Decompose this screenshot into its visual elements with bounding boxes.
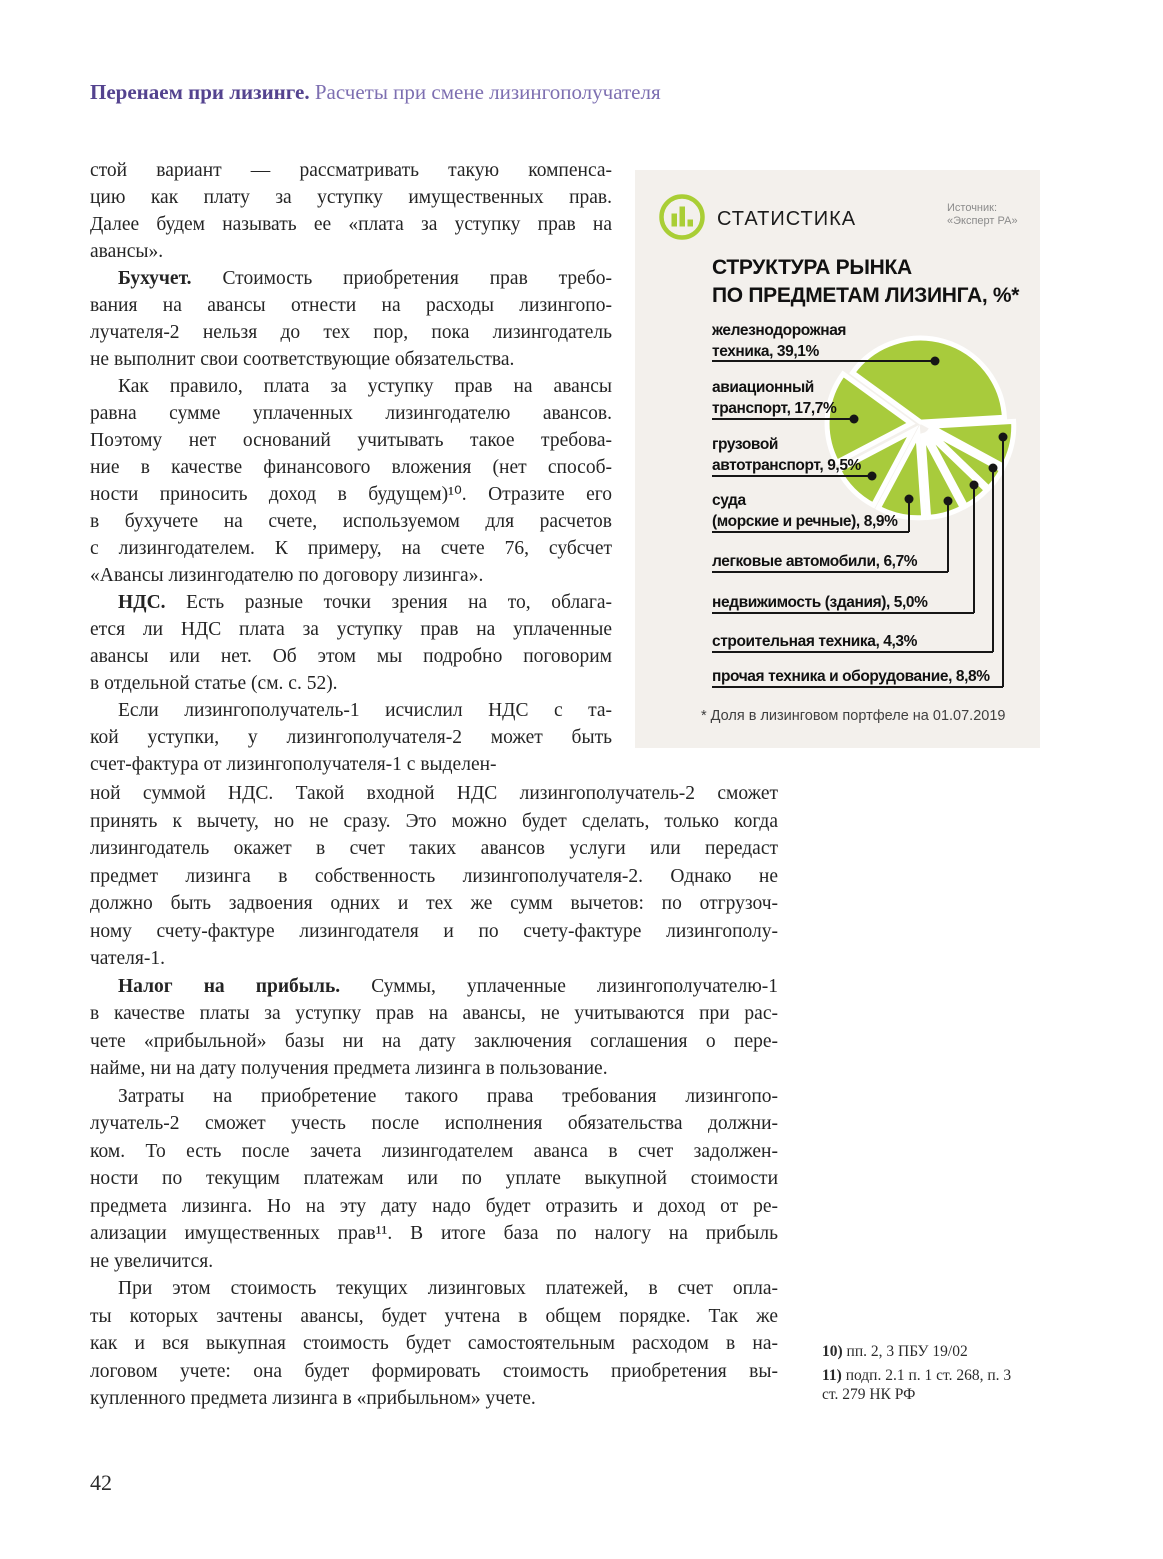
callout-dot-5 [970,481,979,490]
pie-label-7: прочая техника и оборудование, 8,8% [712,668,990,685]
page-number: 42 [90,1470,112,1495]
text-line: как и вся выкупная стоимость будет самостоятельным расходом в на- [90,1333,778,1354]
text-line: не увеличится. [90,1250,214,1272]
text-line: не выполнит свои соответствующие обязательства. [90,349,515,370]
text-line: Затраты на приобретение такого права требования лизингопо- [118,1085,778,1107]
text-line: ности приносить доход в будущем)¹⁰. Отразите его [90,484,612,505]
pie-label-5: недвижимость (здания), 5,0% [712,594,928,611]
pie-label-2: грузовой [712,436,779,453]
article-wide-column [90,780,778,1413]
pie-label-3: суда [712,492,746,509]
chart-title: СТРУКТУРА РЫНКА ПО ПРЕДМЕТАМ ЛИЗИНГА, %* [712,256,1020,307]
article-narrow-column [90,157,612,778]
text-line: в качестве платы за уступку прав на авансы, не учитываются при рас- [90,1003,778,1024]
callout-dot-7 [999,433,1008,442]
text-line: ты которых зачтены авансы, будет учтена в общем порядке. Так же [90,1305,778,1327]
text-line: найме, ни на дату получения предмета лизинга в пользование. [90,1058,608,1079]
text-line: Далее будем называть ее «плата за уступку прав на [90,214,612,235]
footnote [822,1366,1047,1404]
callout-dot-6 [989,464,998,473]
pie-label-1: транспорт, 17,7% [712,400,837,417]
callout-dot-4 [944,497,953,506]
text-line: ной суммой НДС. Такой входной НДС лизингополучатель-2 сможет [90,783,778,804]
callout-dot-1 [850,415,859,424]
text-line: НДС. Есть разные точки зрения на то, облага- [118,592,612,613]
footnotes-block [822,1342,1047,1409]
running-head-subtitle: Расчеты при смене лизингополучателя [309,80,661,104]
text-line: логовом учете: она будет формировать стоимость приобретения вы- [90,1360,778,1382]
pie-chart [635,170,1040,748]
statistics-badge-label: СТАТИСТИКА [717,208,857,230]
text-line: ние в качестве финансового вложения (нет способ- [90,457,612,478]
text-line: авансы или нет. Об этом мы подробно поговорим [90,646,612,667]
text-line: счет-фактура от лизингополучателя-1 с выделен- [90,754,497,775]
text-line: цию как плату за уступку имущественных прав. [90,187,612,208]
chart-source-line2: «Эксперт РА» [947,215,1018,227]
text-line: в бухучете на счете, используемом для расчетов [90,511,612,532]
text-line: Поэтому нет оснований учитывать такое требова- [90,430,612,451]
pie-label-0: железнодорожная [712,322,847,339]
text-line: авансы». [90,241,164,262]
text-line: предмет лизинга в собственность лизингополучателя-2. Однако не [90,865,778,887]
footnote [822,1342,1047,1361]
text-line: Бухучет. Стоимость приобретения прав требо- [118,268,612,289]
text-line: стой вариант — рассматривать такую компенса- [90,160,612,181]
footnote-line: 11) подп. 2.1 п. 1 ст. 268, п. 3 [822,1367,1012,1384]
text-line: чателя-1. [90,948,165,969]
text-line: принять к вычету, но не сразу. Это можно будет сделать, только когда [90,810,778,832]
text-line: Как правило, плата за уступку прав на авансы [118,376,612,397]
pie-label-6: строительная техника, 4,3% [712,633,918,650]
footnote-line: ст. 279 НК РФ [822,1386,916,1403]
text-line: ализации имущественных прав¹¹. В итоге база по налогу на прибыль [90,1223,778,1244]
pie-label-3: (морские и речные), 8,9% [712,513,898,530]
text-line: чете «прибыльной» базы ни на дату заключения соглашения о пере- [90,1030,778,1052]
chart-source-line1: Источник: [947,202,998,214]
text-line: вания на авансы отнести на расходы лизингопо- [90,295,612,316]
text-line: ности по текущим платежам или по уплате выкупной стоимости [90,1168,778,1189]
pie-label-0: техника, 39,1% [712,343,819,360]
text-line: с лизингодателем. К примеру, на счете 76, субсчет [90,538,612,559]
statistics-panel [635,170,1040,748]
text-line: купленного предмета лизинга в «прибыльном» учете. [90,1388,536,1409]
text-line: ному счету-фактуре лизингодателя и по счету-фактуре лизингополу- [90,920,778,942]
text-line: равна сумме уплаченных лизингодателю авансов. [90,403,612,424]
text-line: ком. То есть после зачета лизингодателем аванса в счет задолжен- [90,1140,778,1162]
footnote-line: 10) пп. 2, 3 ПБУ 19/02 [822,1343,968,1360]
text-line: лучателя-2 нельзя до тех пор, пока лизингодатель [90,322,612,343]
pie-label-4: легковые автомобили, 6,7% [712,553,918,570]
pie-label-1: авиационный [712,379,814,396]
chart-footnote: * Доля в лизинговом портфеле на 01.07.2019 [701,708,1006,724]
text-line: предмета лизинга. Но на эту дату надо будет отразить и доход от ре- [90,1195,778,1217]
running-head-title: Перенаем при лизинге. [90,80,310,104]
text-line: При этом стоимость текущих лизинговых платежей, в счет опла- [118,1278,778,1299]
text-line: должно быть задвоения одних и тех же сумм вычетов: по отгрузоч- [90,893,778,914]
text-line: кой уступки, у лизингополучателя-2 может быть [90,727,612,748]
callout-dot-2 [868,472,877,481]
callout-dot-3 [905,495,914,504]
text-line: лучатель-2 сможет учесть после исполнения обязательства должни- [90,1113,778,1134]
text-line: Если лизингополучатель-1 исчислил НДС с та- [118,700,612,721]
pie-label-2: автотранспорт, 9,5% [712,457,861,474]
text-line: ется ли НДС плата за уступку прав на уплаченные [90,619,612,640]
text-line: «Авансы лизингодателю по договору лизинга». [90,565,484,586]
running-head [90,80,661,105]
text-line: Налог на прибыль. Суммы, уплаченные лизингополучателю-1 [118,975,778,997]
text-line: лизингодатель окажет в счет таких авансов услуги или передаст [90,838,778,859]
text-line: в отдельной статье (см. с. 52). [90,673,338,694]
callout-dot-0 [931,357,940,366]
